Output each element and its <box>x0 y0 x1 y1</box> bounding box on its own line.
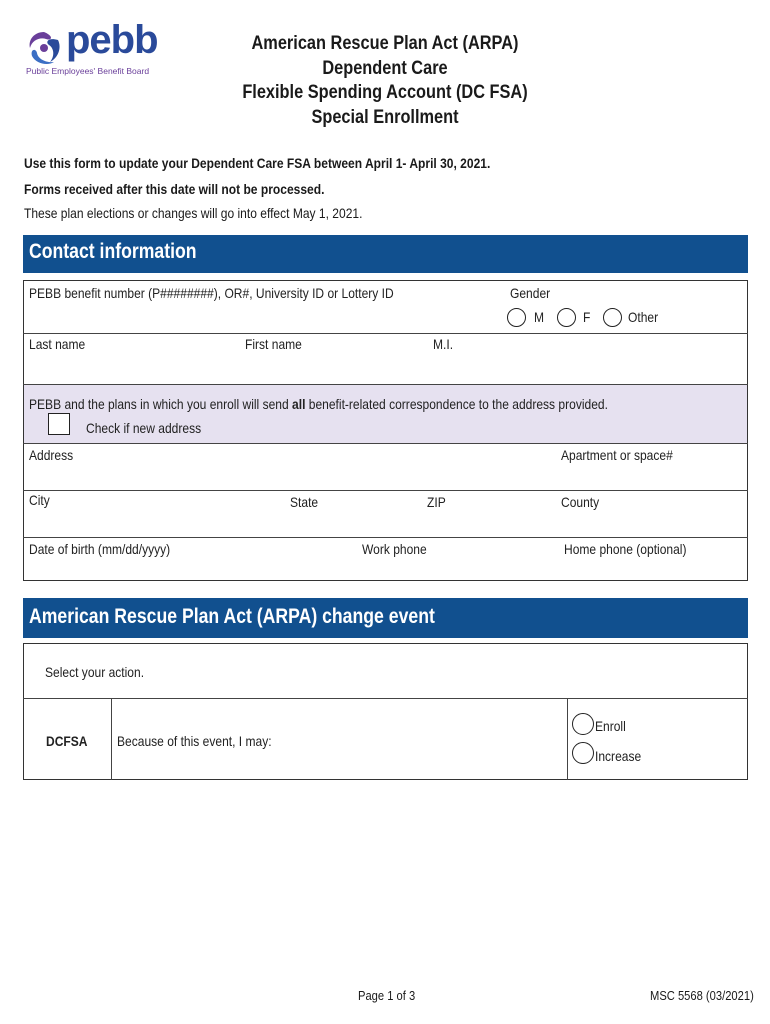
gender-m-label: M <box>534 309 545 325</box>
notice-text-after: benefit-related correspondence to the address provided. <box>305 396 608 412</box>
intro-late-notice: Forms received after this date will not be processed. <box>24 181 325 197</box>
zip-label: ZIP <box>427 494 446 510</box>
dob-label: Date of birth (mm/dd/yyyy) <box>29 541 171 557</box>
address-label: Address <box>29 447 74 463</box>
page-number: Page 1 of 3 <box>358 988 416 1003</box>
arpa-heading: American Rescue Plan Act (ARPA) change event <box>29 605 435 628</box>
gender-m-radio[interactable] <box>507 308 526 327</box>
enroll-label: Enroll <box>595 718 626 734</box>
logo-tagline: Public Employees' Benefit Board <box>26 66 150 76</box>
pebb-logo <box>24 18 174 78</box>
title-line-3: Flexible Spending Account (DC FSA) <box>242 82 528 103</box>
dob-field[interactable] <box>25 558 355 580</box>
pebb-swirl-icon <box>24 28 64 68</box>
contact-heading: Contact information <box>29 240 197 263</box>
gender-f-label: F <box>583 309 591 325</box>
enroll-radio[interactable] <box>572 713 594 735</box>
home-phone-label: Home phone (optional) <box>564 541 687 557</box>
notice-text-before: PEBB and the plans in which you enroll will send <box>29 396 293 412</box>
county-label: County <box>561 494 600 510</box>
gender-label: Gender <box>510 285 551 301</box>
county-field[interactable] <box>557 510 745 536</box>
mi-label: M.I. <box>433 336 454 352</box>
city-field[interactable] <box>25 510 280 536</box>
form-id: MSC 5568 (03/2021) <box>650 988 754 1003</box>
new-address-label: Check if new address <box>86 420 202 436</box>
zip-field[interactable] <box>423 510 553 536</box>
apartment-field[interactable] <box>557 465 745 489</box>
contact-section-header <box>23 235 748 273</box>
title-line-1: American Rescue Plan Act (ARPA) <box>251 33 519 54</box>
first-name-field[interactable] <box>240 354 420 382</box>
address-field[interactable] <box>25 465 550 489</box>
notice-text-bold: all <box>292 396 306 412</box>
logo-wordmark: pebb <box>66 18 158 62</box>
form-title <box>210 32 560 130</box>
gender-f-radio[interactable] <box>557 308 576 327</box>
first-name-label: First name <box>245 336 302 352</box>
new-address-checkbox[interactable] <box>48 413 70 435</box>
gender-other-radio[interactable] <box>603 308 622 327</box>
city-label: City <box>29 492 50 508</box>
state-field[interactable] <box>286 510 416 536</box>
address-notice <box>29 396 608 412</box>
last-name-label: Last name <box>29 336 86 352</box>
apartment-label: Apartment or space# <box>561 447 673 463</box>
arpa-section-header <box>23 598 748 638</box>
benefit-number-label: PEBB benefit number (P########), OR#, University ID or Lottery ID <box>29 285 394 301</box>
home-phone-field[interactable] <box>560 558 745 580</box>
select-action-label: Select your action. <box>45 664 145 680</box>
title-line-2: Dependent Care <box>322 57 448 79</box>
work-phone-field[interactable] <box>358 558 553 580</box>
gender-other-label: Other <box>628 309 659 325</box>
title-line-4: Special Enrollment <box>311 106 459 128</box>
state-label: State <box>290 494 319 510</box>
intro-effective-date: These plan elections or changes will go into effect May 1, 2021. <box>24 205 363 221</box>
work-phone-label: Work phone <box>362 541 427 557</box>
increase-radio[interactable] <box>572 742 594 764</box>
intro-deadline: Use this form to update your Dependent Care FSA between April 1- April 30, 2021. <box>24 155 491 171</box>
benefit-number-field[interactable] <box>25 302 500 330</box>
last-name-field[interactable] <box>25 354 235 382</box>
because-label: Because of this event, I may: <box>117 733 272 749</box>
increase-label: Increase <box>595 748 642 764</box>
mi-field[interactable] <box>428 354 528 382</box>
dcfsa-label: DCFSA <box>46 733 88 749</box>
